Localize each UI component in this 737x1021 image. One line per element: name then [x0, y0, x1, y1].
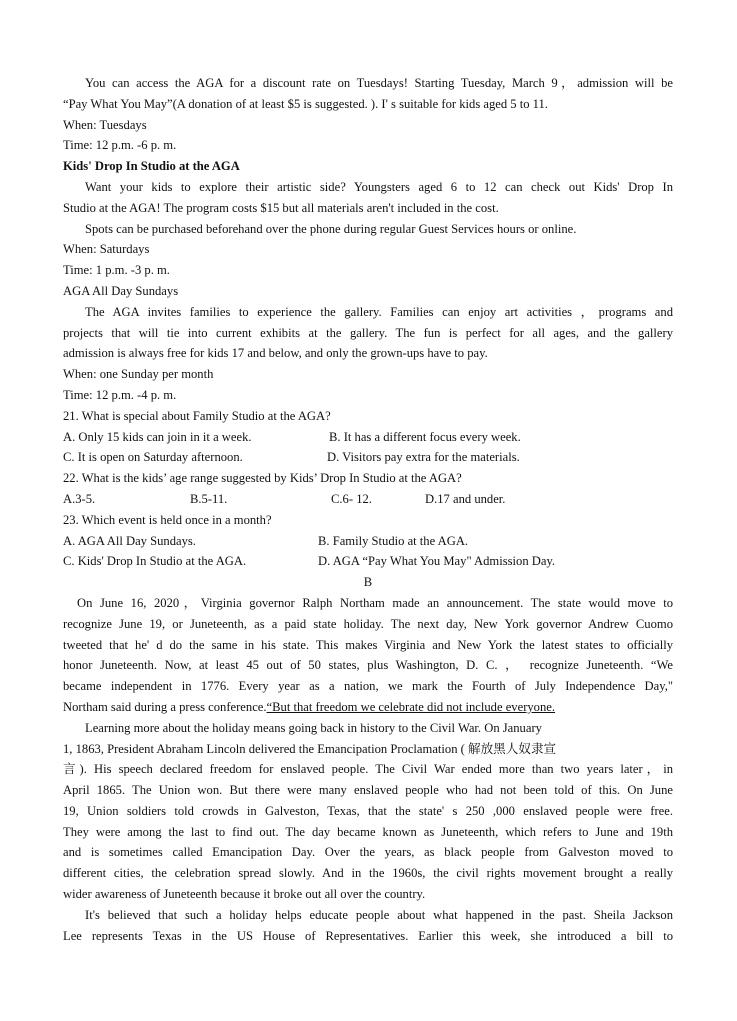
aga-intro-line-1: You can access the AGA for a discount rate on Tuesdays! Starting Tuesday, March 9，admission will be: [85, 76, 673, 90]
question-23-option-c: C. Kids' Drop In Studio at the AGA.: [63, 554, 247, 569]
section-b-para-3-line-1: It's believed that such a holiday helps educate people about what happened in the past. Sheila Jackson: [85, 907, 673, 922]
aga-intro-line-2: “Pay What You May”(A donation of at least $5 is suggested. ). I' s suitable for kids aged 5 to 11.: [63, 96, 548, 111]
all-day-sundays-heading: AGA All Day Sundays: [63, 283, 179, 298]
kids-drop-in-para-line-2: Studio at the AGA! The program costs $15 but all materials aren't included in the cost.: [63, 200, 499, 215]
section-b-para-1-line-5: became independent in 1776. Every year as a nation, we mark the Fourth of July Independence Day,": [63, 679, 673, 694]
kids-drop-in-heading: Kids' Drop In Studio at the AGA: [63, 159, 240, 174]
section-b-para-2-line-5: 19, Union soldiers told crowds in Galveston, Texas, that the state' s 250 ,000 enslaved people were free.: [63, 803, 673, 818]
section-b-para-2-line-3: 言). His speech declared freedom for enslaved people. The Civil War ended more than two years later，in: [63, 762, 673, 777]
question-21-option-b: B. It has a different focus every week.: [329, 429, 521, 444]
aga-intro-time: Time: 12 p.m. -6 p. m.: [63, 138, 177, 153]
question-23-option-a: A. AGA All Day Sundays.: [63, 533, 196, 548]
question-22-stem: 22. What is the kids’ age range suggested by Kids’ Drop In Studio at the AGA?: [63, 471, 462, 486]
kids-drop-in-para-line-1: Want your kids to explore their artistic side? Youngsters aged 6 to 12 can check out Kids' Drop In: [85, 179, 673, 194]
kids-drop-in-time: Time: 1 p.m. -3 p. m.: [63, 263, 170, 278]
all-day-sundays-time: Time: 12 p.m. -4 p. m.: [63, 387, 177, 402]
document-page: [63, 73, 673, 946]
question-21-option-d: D. Visitors pay extra for the materials.: [327, 450, 520, 465]
question-21-option-c: C. It is open on Saturday afternoon.: [63, 450, 243, 465]
question-22-options-row: [63, 489, 673, 510]
section-b-para-1-plain-text: Northam said during a press conference.: [63, 699, 267, 714]
all-day-sundays-when: When: one Sunday per month: [63, 367, 214, 382]
kids-drop-in-when: When: Saturdays: [63, 242, 150, 257]
section-b-para-2-line-4: April 1865. The Union won. But there were many enslaved people who had not been told of this. On June: [63, 783, 673, 798]
kids-drop-in-para-2: Spots can be purchased beforehand over the phone during regular Guest Services hours or online.: [85, 221, 577, 236]
all-day-sundays-line-1: The AGA invites families to experience the gallery. Families can enjoy art activities ，programs and: [85, 304, 673, 319]
question-22-option-d: D.17 and under.: [425, 491, 506, 506]
question-22-option-a: A.3-5.: [63, 491, 96, 506]
question-23-option-d: D. AGA “Pay What You May" Admission Day.: [318, 554, 556, 569]
question-21-option-a: A. Only 15 kids can join in it a week.: [63, 429, 252, 444]
section-b-label: B: [363, 575, 373, 590]
question-23-option-b: B. Family Studio at the AGA.: [318, 533, 469, 548]
section-b-para-2-line-2: 1, 1863, President Abraham Lincoln delivered the Emancipation Proclamation ( 解放黑人奴隶宣: [63, 741, 557, 756]
aga-intro-when: When: Tuesdays: [63, 117, 147, 132]
section-b-para-2-line-6: They were among the last to find out. The day became known as Juneteenth, which refers to June and 19th: [63, 824, 673, 839]
question-21-stem: 21. What is special about Family Studio at the AGA?: [63, 408, 331, 423]
question-21-options-row-1: [63, 427, 673, 448]
section-b-para-1-line-4: honor Juneteenth. Now, at least 45 out of 50 states, plus Washington, D. C. ， recognize Juneteenth. “We: [63, 658, 673, 673]
question-21-options-row-2: [63, 447, 673, 468]
all-day-sundays-line-2: projects that will tie into current exhibits at the gallery. The fun is perfect for all ages, and the gallery: [63, 325, 673, 340]
question-22-option-b: B.5-11.: [190, 491, 228, 506]
section-b-para-1-line-1: On June 16, 2020，Virginia governor Ralph Northam made an announcement. The state would move to: [77, 595, 673, 610]
question-23-stem: 23. Which event is held once in a month?: [63, 512, 272, 527]
section-b-para-2-line-8: different cities, the celebration spread slowly. And in the 1960s, the civil rights movement brought a really: [63, 866, 673, 881]
question-22-option-c: C.6- 12.: [331, 491, 372, 506]
section-b-para-2-line-7: and is sometimes called Emancipation Day. Over the years, as black people from Galveston moved to: [63, 845, 673, 860]
section-b-para-2-line-9: wider awareness of Juneteenth because it broke out all over the country.: [63, 887, 426, 902]
all-day-sundays-line-3: admission is always free for kids 17 and below, and only the grown-ups have to pay.: [63, 346, 488, 361]
section-b-para-1-line-2: recognize June 19, or Juneteenth, as a paid state holiday. The next day, New York governor Andrew Cuomo: [63, 616, 673, 631]
question-23-options-row-2: [63, 551, 673, 572]
section-b-para-2-line-1: Learning more about the holiday means going back in history to the Civil War. On January: [85, 720, 542, 735]
question-23-options-row-1: [63, 531, 673, 552]
section-b-para-1-line-3: tweeted that he' d do the same in his state. This makes Virginia and New York the latest states to officially: [63, 637, 673, 652]
section-b-para-3-line-2: Lee represents Texas in the US House of Representatives. Earlier this week, she introduced a bill to: [63, 928, 673, 943]
section-b-para-1-line-6: [63, 697, 673, 718]
section-b-underlined-quote: “But that freedom we celebrate did not include everyone.: [266, 699, 556, 714]
